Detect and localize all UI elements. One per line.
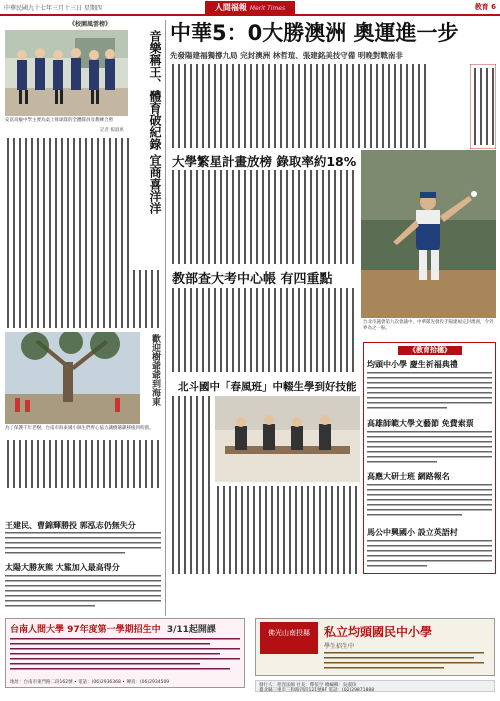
ad-right-note: 學生招生中 (324, 643, 355, 650)
poem-body (5, 440, 163, 490)
beidou-photo (215, 396, 360, 482)
feature-label: 《校園風雲榜》 (68, 21, 111, 28)
sports-headline-1: 王建民、曹錦輝勝投 郭泓志仍無失分 (5, 521, 136, 530)
ad-left-course-list (10, 637, 240, 675)
edu-item-4-title: 馬公中興國小 設立英語村 (367, 528, 458, 537)
main-story-body (170, 64, 430, 149)
ad-right-school: 佛光山南投縣 (260, 622, 318, 654)
poem-title: 歡迎樹爺爺到海東 (150, 334, 160, 406)
edu-news-title: 《教育拾穗》 (398, 346, 462, 355)
beidou-headline: 北斗國中「春風班」中輟生學到好技能 (178, 381, 357, 393)
edu-item-1-title: 均頭中小學 慶生祈福典禮 (367, 360, 458, 369)
edu-item-2-body (367, 430, 493, 470)
tree-photo-caption: 為了保護千年老樹，台南市海東國小師生們齊心協力讓樹爺爺移植到校園。 (5, 426, 154, 431)
ad-right (255, 618, 495, 676)
footer-box (255, 680, 495, 692)
sports-headline-2: 太陽大勝灰熊 大鯊加入最高得分 (5, 563, 120, 572)
main-headline: 中華5：0大勝澳洲 奧運進一步 (170, 21, 459, 45)
baseball-photo-caption: 台北市議會第九次會議中，中華隊先發投手陽建福完封澳洲，令外界為之一振。 (363, 320, 494, 331)
ad-left (5, 618, 245, 688)
choir-photo-caption: 安富高級中學主要為桌上排球隊的全體隊員及教練合照 (5, 118, 113, 123)
edu-item-2-title: 高雄師範大學文藝節 免費索票 (367, 419, 474, 428)
left-article-body (5, 138, 130, 330)
edu-item-4-body (367, 539, 493, 572)
tree-photo (5, 332, 140, 424)
footer-publisher: 發行人：慈容法師 社長：釋依空 總編輯：吳淑珍 (259, 683, 357, 688)
choir-photo (5, 30, 128, 116)
main-deck: 先發陽建福獨撐九局 完封澳洲 林哲瑄、張建銘美技守備 明晚對戰南非 (170, 51, 403, 60)
left-article-body-continued (131, 270, 163, 328)
exam-center-story-body (170, 288, 360, 374)
column-divider (165, 20, 166, 616)
masthead (205, 1, 295, 14)
masthead-english: Merit Times (249, 5, 286, 12)
page-header (0, 0, 500, 16)
exam-center-headline: 教部查大考中心帳 有四重點 (172, 272, 333, 287)
university-headline: 大學繁星計畫放榜 錄取率約18% (172, 154, 357, 169)
sports-story-1-body (5, 531, 163, 561)
masthead-title: 人間福報 (214, 3, 247, 12)
ad-left-title: 台南人間大學 97年度第一學期招生中 (10, 625, 161, 635)
footer-address: 臺北縣三重市三和路四段121號8F 電話：(02)29871888 (259, 688, 375, 693)
left-byline: 記者 楊淑惠 (100, 128, 124, 133)
ad-right-details (324, 651, 489, 673)
ad-right-title: 私立均頭國民中小學 (324, 625, 433, 639)
section-label: 教育 6 (474, 3, 496, 11)
beidou-story-body-left (170, 396, 214, 576)
beidou-story-body-bottom (215, 486, 360, 576)
edu-item-3-title: 高應大研士班 網路報名 (367, 472, 450, 481)
left-headline: 音樂稱王、體育破紀錄 宜商喜洋洋 (148, 30, 162, 215)
issue-date: 中華民國九十七年三月十三日 星期四 (4, 5, 102, 12)
sports-story-2-body (5, 574, 163, 614)
edu-item-3-body (367, 483, 493, 525)
main-story-side-column (470, 64, 496, 149)
ad-left-contact: 地址：台南市東門路二段162號 • 電話：(06)2936368 • 傳真：(06)2934509 (10, 680, 170, 685)
ad-left-date: 3/11起開課 (166, 625, 216, 635)
university-story-body (170, 170, 360, 265)
baseball-photo (361, 150, 496, 318)
edu-item-1-body (367, 371, 493, 416)
